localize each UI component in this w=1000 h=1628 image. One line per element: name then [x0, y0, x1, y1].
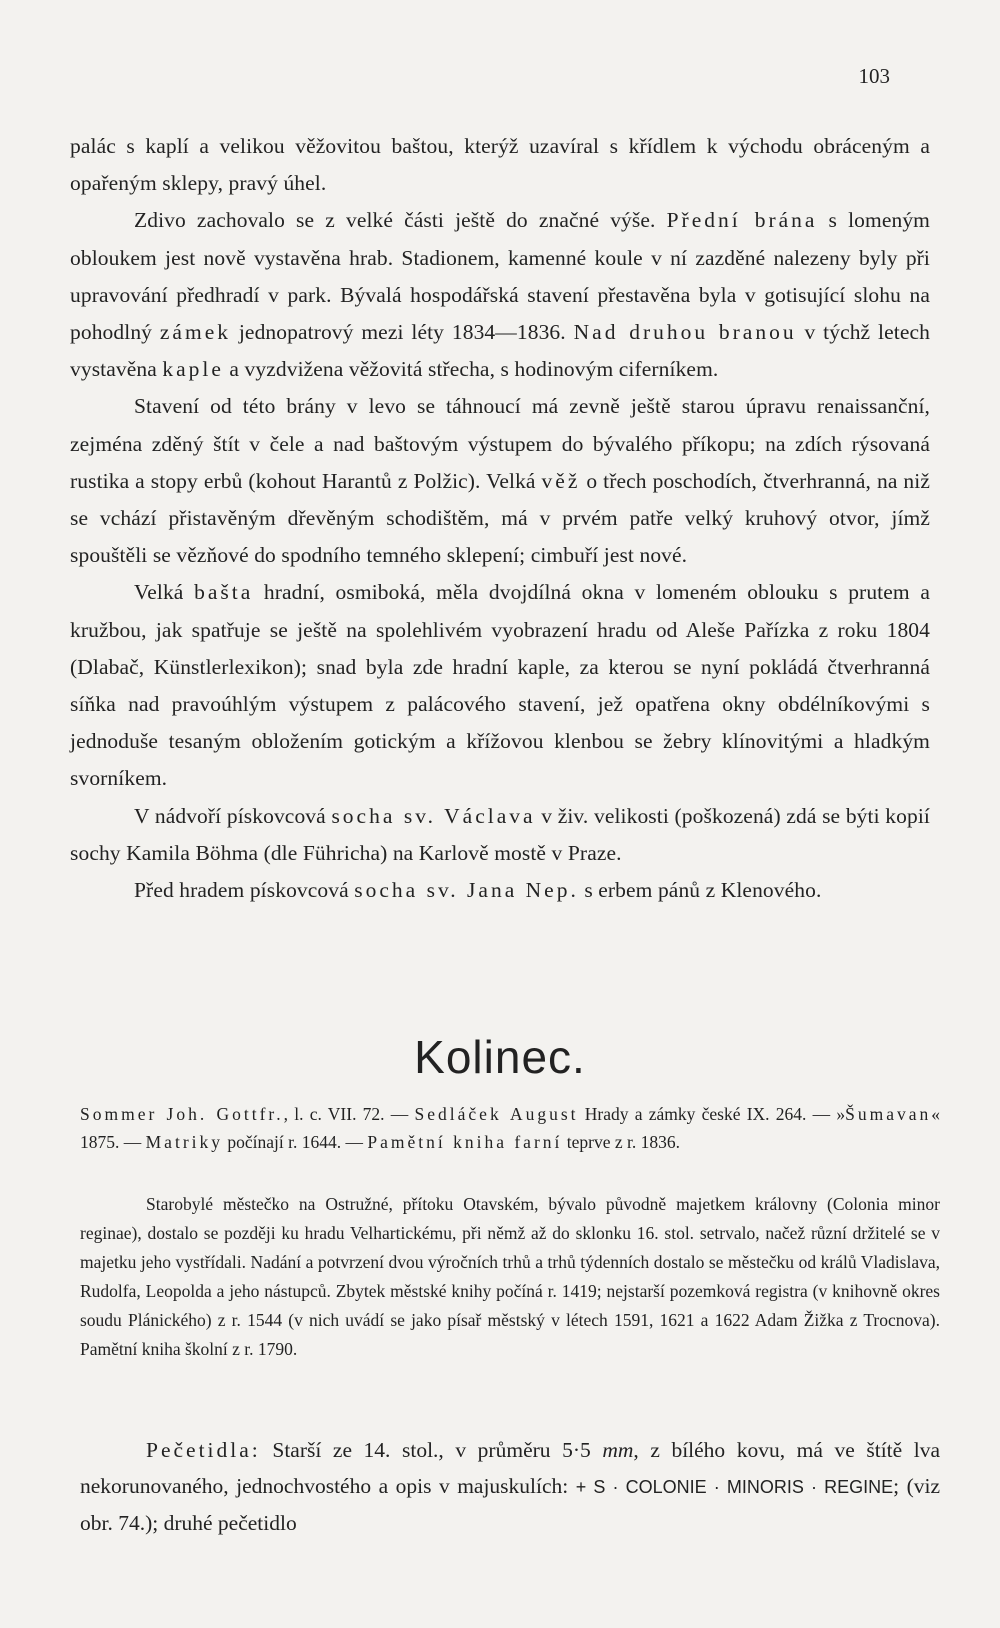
paragraph-5: V nádvoří pískovcová socha sv. Václava v živ. velikosti (poškozená) zdá se býti kopií sochy Kamila Böhma (dle Führicha) na Karlově mostě v Praze. [70, 803, 930, 865]
spaced-term: bašta [194, 580, 254, 605]
spaced-term: socha sv. Jana Nep. [354, 878, 579, 903]
spaced-term: Přední brána [666, 208, 818, 233]
spaced-term: Nad druhou branou [573, 320, 797, 345]
spaced-term: zámek [159, 320, 231, 345]
spaced-term: věž [541, 468, 581, 493]
references: Sommer Joh. Gottfr., l. c. VII. 72. — Sedláček August Hrady a zámky české IX. 264. — »Šumavan« 1875. — Matriky počínají r. 1644. — Pamětní kniha farní teprve z r. 1836. [80, 1104, 941, 1152]
spaced-term: socha sv. Václava [331, 803, 536, 828]
paragraph-4: Velká bašta hradní, osmiboká, měla dvojdílná okna v lomeném oblouku s prutem a kružbou, jak spatřuje se ještě na spolehlivém vyobrazení hradu od Aleše Pařízka z roku 1804 (Dlabač, Künstlerlexikon); snad byla zde hradní kaple, za kterou se nyní pokládá čtverhranná síňka nad pravoúhlým výstupem z palácového stavení, jež opatřena okny obdélníkovými s jednoduše tesaným obložením gotickým a křížovou klenbou se žebry klínovitými a hladkým svorníkem. [70, 580, 930, 791]
paragraph-2: Zdivo zachovalo se z velké části ještě do značné výše. Přední brána s lomeným obloukem jest nově vystavěna hrab. Stadionem, kamenné koule v ní zazděné nalezeny byly při upravování předhradí v park. Bývalá hospodářská stavení přestavěna byla v gotisující slohu na pohodlný zámek jednopatrový mezi léty 1834—1836. Nad druhou branou v týchž letech vystavěna kaple a vyzdvižena věžovitá střecha, s hodinovým ciferníkem. [70, 208, 930, 382]
paragraph-3: Stavení od této brány v levo se táhnoucí má zevně ještě starou úpravu renaissanční, zejména zděný štít v čele a nad baštovým výstupem do bývalého příkopu; na zdích rýsovaná rustika a stopy erbů (kohout Harantů z Polžic). Velká věž o třech poschodích, čtverhranná, na niž se vchází přistavěným dřevěným schodištěm, má v prvém patře velký kruhový otvor, jímž spouštěli se vězňové do spodního temného sklepení; cimbuří jest nové. [70, 394, 930, 568]
history-paragraph: Starobylé městečko na Ostružné, přítoku Otavském, bývalo původně majetkem královny (Colonia minor reginae), dostalo se později ku hradu Velhartickému, při němž až do sklonku 16. stol. setrvalo, načež různí držitelé se v majetku jeho vystřídali. Nadání a potvrzení dvou výročních trhů a trhů týdenních dostalo se městečku od králů Vladislava, Rudolfa, Leopolda a jeho nástupců. Zbytek městské knihy počíná r. 1419; nejstarší pozemková registra (v knihovně okres soudu Plánického) z r. 1544 (v nich uvádí se jako písař městský v létech 1591, 1621 a 1622 Adam Žižka z Trocnova). Pamětní kniha školní z r. 1790. [80, 1194, 940, 1359]
section-title: Kolinec. [414, 1031, 586, 1083]
main-text [70, 128, 930, 909]
seal-inscription: + S · COLONIE · MINORIS · REGINE [575, 1477, 894, 1497]
seal-paragraph: Pečetidla: Starší ze 14. stol., v průměru 5·5 mm, z bílého kovu, má ve štítě lva nekorunovaného, jednochvostého a opis v majuskulích: + S · COLONIE · MINORIS · REGINE; (viz obr. 74.); druhé pečetidlo [80, 1438, 941, 1535]
spaced-term: Pečetidla: [146, 1438, 261, 1462]
paragraph-6: Před hradem pískovcová socha sv. Jana Nep. s erbem pánů z Klenového. [134, 878, 822, 903]
paragraph-1: palác s kaplí a velikou věžovitou baštou, kterýž uzavíral s křídlem k východu obráceným a opařeným sklepy, pravý úhel. [70, 134, 930, 196]
page-number: 103 [858, 64, 890, 88]
spaced-term: kaple [162, 357, 224, 382]
